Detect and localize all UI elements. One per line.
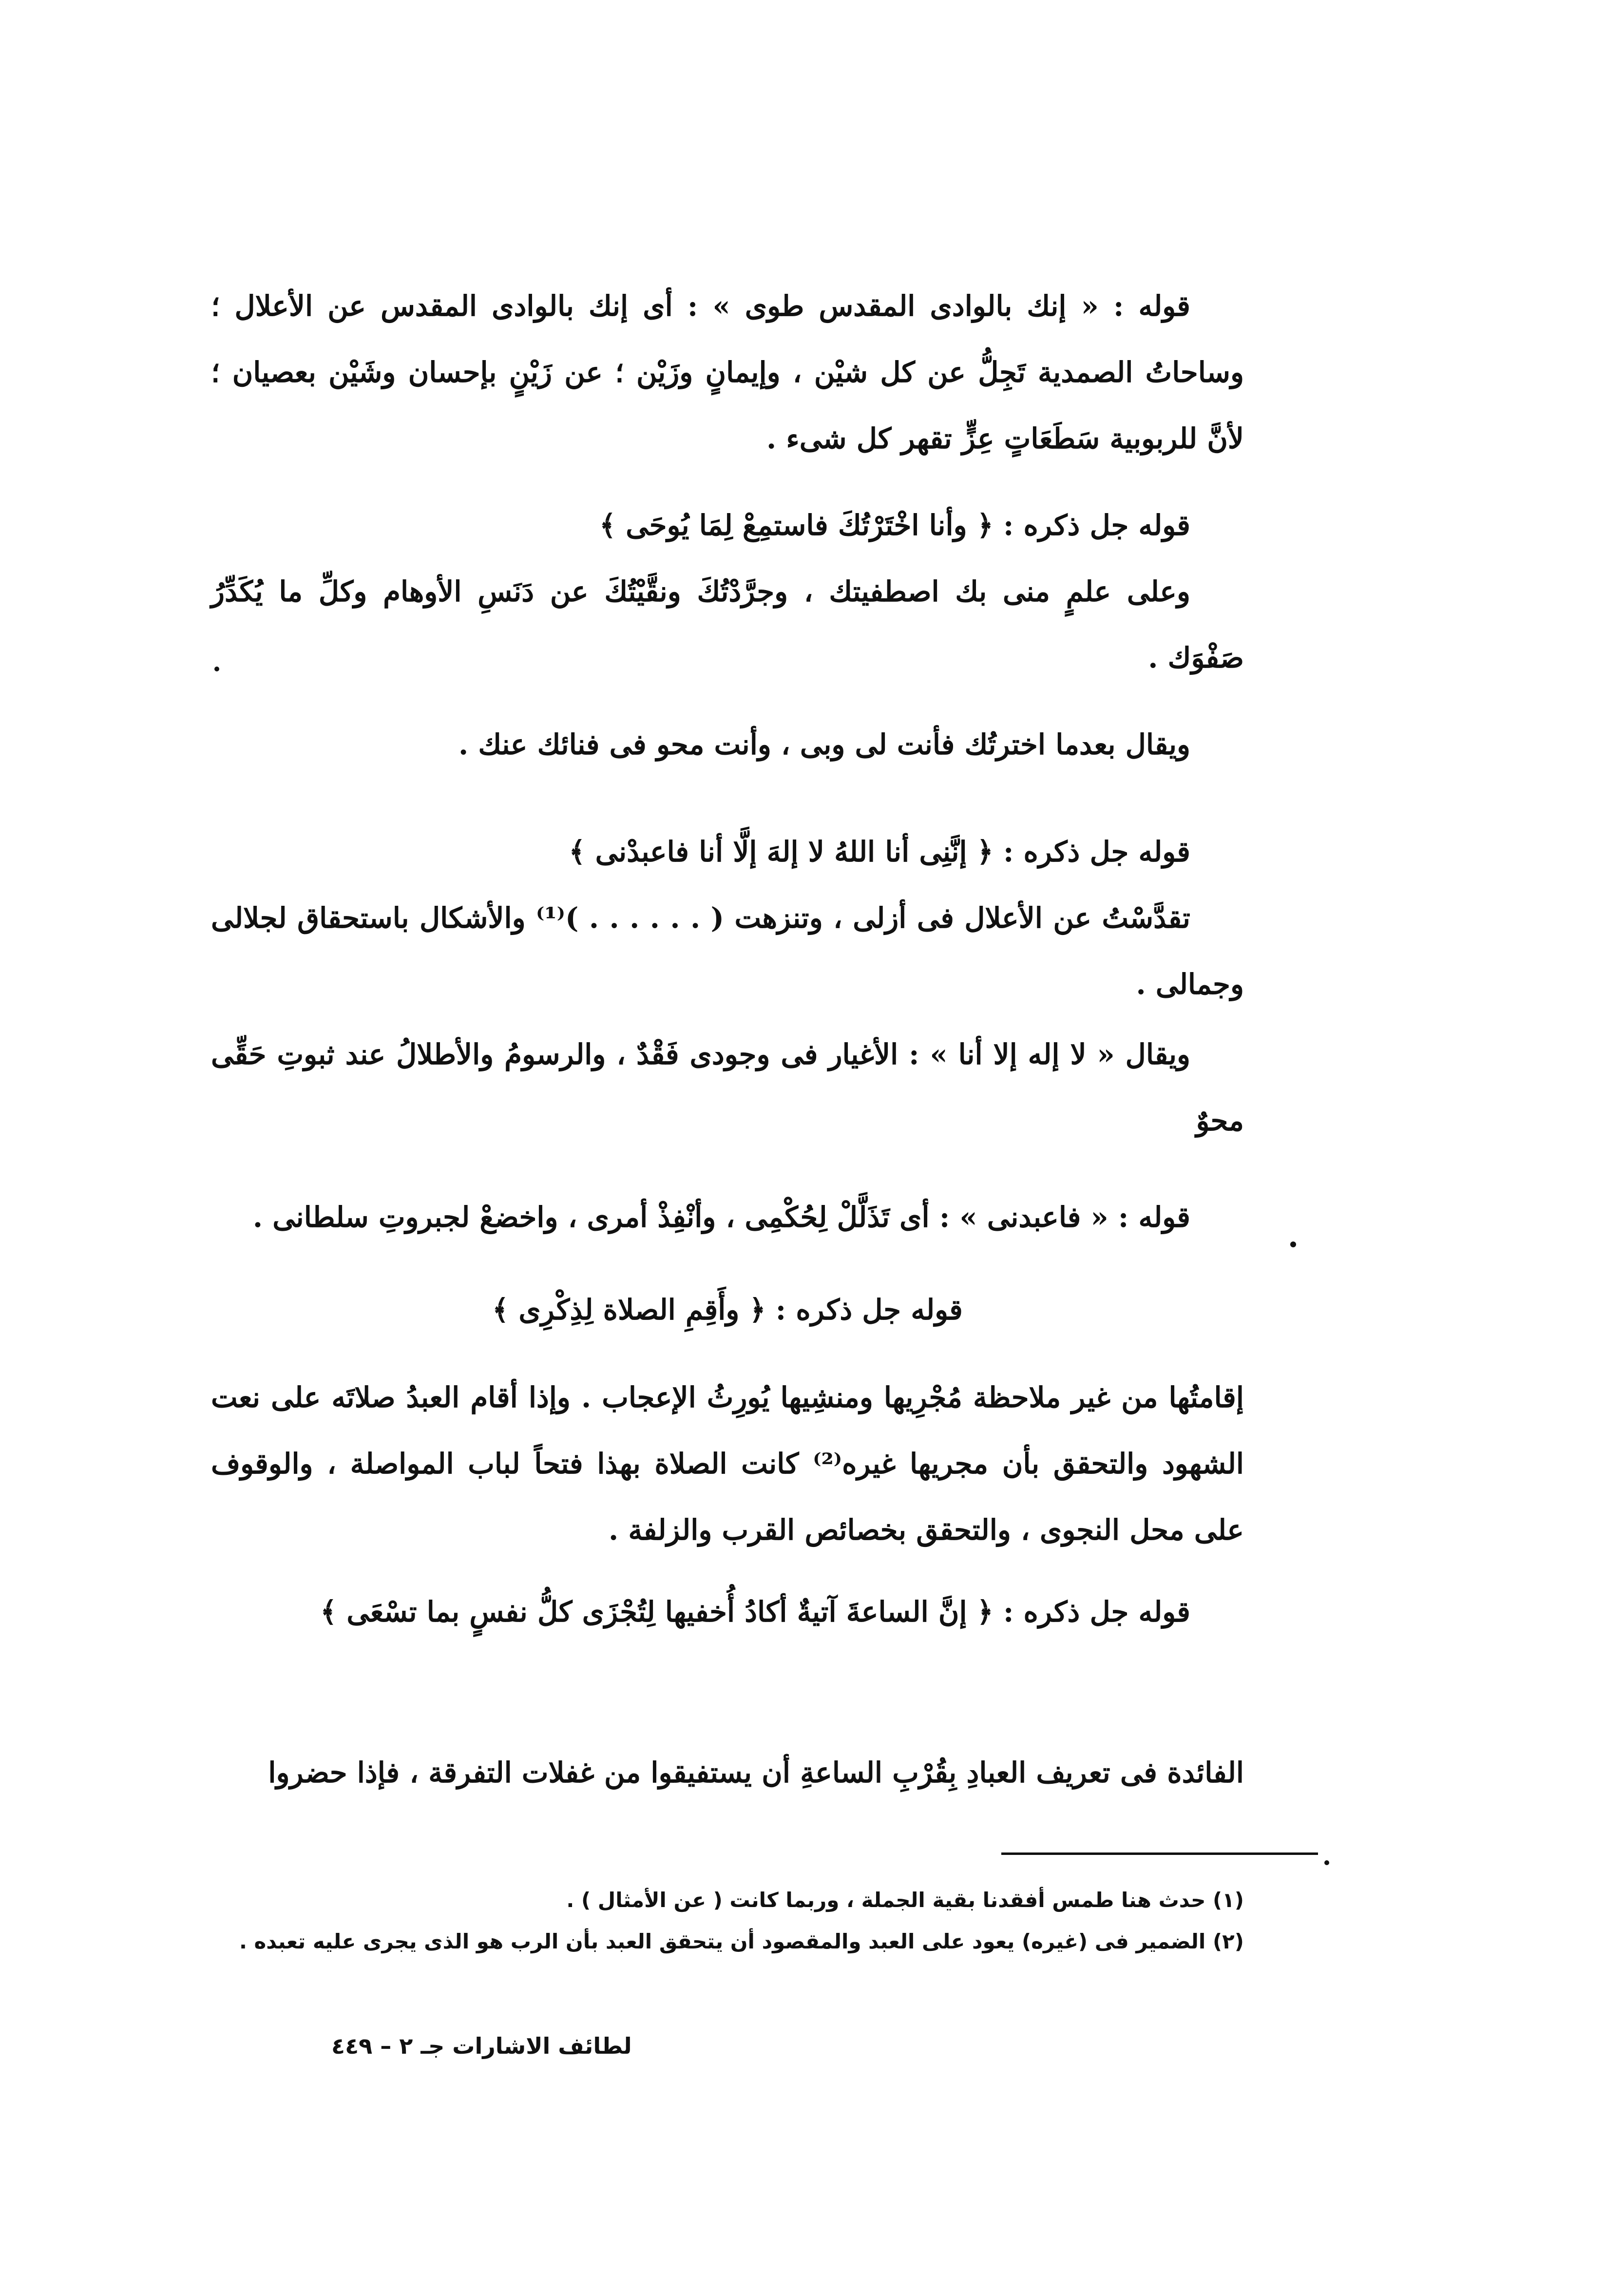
paragraph-no-god-but-me: ويقال « لا إله إلا أنا » : الأغيار فى وجودى فَقْدٌ ، والرسومُ والأطلالُ عند ثبوتِ حَقِّى محوٌ [211,1038,1244,1137]
scan-speck [1290,1241,1296,1247]
verse-heading-the-hour: قوله جل ذكره : ﴿ إنَّ الساعةَ آتيةٌ أكادُ أُخفيها لِتُجْزَى كلُّ نفسٍ بما تسْعَى ﴾ [320,1595,1190,1628]
scan-speck [1324,1860,1329,1865]
paragraph-sanctified-from-defects: تقدَّسْتُ عن الأعلال فى أزلى ، وتنزهت ( . . . . . . )⁽¹⁾ والأشكال باستحقاق لجلالى وجمالى . [211,901,1244,1001]
paragraph-nearness-of-hour: الفائدة فى تعريف العبادِ بِقُرْبِ الساعةِ أن يستفيقوا من غفلات التفرقة ، فإذا حضروا [268,1756,1244,1789]
verse-heading-establish-prayer: قوله جل ذكره : ﴿ وأَقِمِ الصلاة لِذِكْرِى ﴾ [492,1293,963,1326]
verse-heading-i-am-god: قوله جل ذكره : ﴿ إنَّنِى أنا اللهُ لا إلهَ إلَّا أنا فاعبدْنى ﴾ [569,835,1190,868]
paragraph-worship-me: قوله : « فاعبدنى » : أى تَذَلَّلْ لِحُكْمِى ، وأنْفِذْ أمرى ، واخضعْ لجبروتِ سلطانى . [252,1201,1190,1234]
page-folio: لطائف الاشارات جـ ٢ – ٤٤٩ [331,2033,632,2059]
paragraph-chosen-purified: وعلى علمٍ منى بك اصطفيتك ، وجرَّدْتُكَ ونقَّيْتُكَ عن دَنَسِ الأوهام وكلِّ ما يُكَدِّرُ صَفْوَك . [211,575,1244,674]
footnote-1: (١) حدث هنا طمس أفقدنا بقية الجملة ، وربما كانت ( عن الأمثال ) . [566,1888,1244,1912]
paragraph-performing-prayer: إقامتُها من غير ملاحظة مُجْرِيها ومنشِيها يُورِثُ الإعجاب . وإذا أقام العبدُ صلاتَه على نعت الشهود والتحقق بأن مجريها غيره⁽²⁾ كانت الصلاة بهذا فتحاً لباب المواصلة ، والوقوف على محل النجوى ، والتحقق بخصائص القرب والزلفة . [211,1381,1244,1546]
footnote-separator [1001,1852,1318,1855]
paragraph-effaced-in-annihilation: ويقال بعدما اخترتُك فأنت لى وبى ، وأنت محو فى فنائك عنك . [459,728,1190,761]
footnote-2: (٢) الضمير فى (غيره) يعود على العبد والمقصود أن يتحقق العبد بأن الرب هو الذى يجرى عليه تعبده . [239,1929,1244,1953]
verse-heading-chose-you: قوله جل ذكره : ﴿ وأنا اخْتَرْتُكَ فاستمِعْ لِمَا يُوحَى ﴾ [599,509,1190,542]
scan-speck [214,667,219,671]
paragraph-tuwa-valley: قوله : « إنك بالوادى المقدس طوى » : أى إنك بالوادى المقدس عن الأعلال ؛ وساحاتُ الصمدية تَجِلُّ عن كل شيْن ، وإيمانٍ وزَيْن ؛ عن زَيْنٍ بإحسان وشَيْن بعصيان ؛ لأنَّ للربوبية سَطَعَاتٍ عِزٍّ تقهر كل شىء . [211,289,1244,455]
